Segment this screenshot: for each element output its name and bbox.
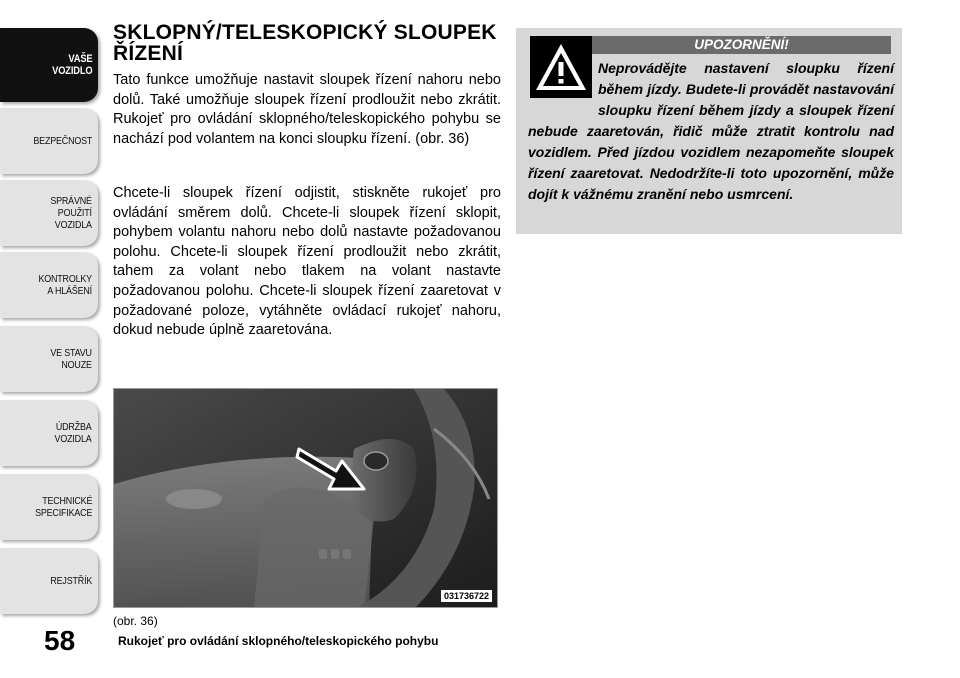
- tab-bezpecnost[interactable]: [0, 108, 98, 174]
- chapter-sidebar: [0, 0, 100, 600]
- tab-label: REJSTŘÍK: [50, 575, 92, 587]
- tab-label: SPRÁVNÉ POUŽITÍ VOZIDLA: [50, 195, 92, 231]
- body-paragraph-1: Tato funkce umožňuje nastavit sloupek řízení nahoru nebo dolů. Také umožňuje sloupek řízení prodloužit nebo zkrátit. Rukojeť pro ovládání sklopného/teleskopického pohybu se nachází pod volantem na konci sloupku řízení. (obr. 36): [113, 72, 501, 147]
- figure-code: 031736722: [441, 590, 492, 602]
- steering-column-photo: [113, 388, 498, 608]
- icon-spacer: [528, 58, 598, 102]
- tab-rejstrik[interactable]: [0, 548, 98, 614]
- page-number: 58: [44, 625, 76, 656]
- warning-text: Neprovádějte nastavení sloupku řízení během jízdy. Budete-li provádět nastavování sloupku řízení během jízdy a sloupek řízení nebude zaaretován, řidič může ztratit kontrolu nad vozidlem. Před jízdou vozidlem nezapomeňte sloupek řízení zaaretovat. Nedodržíte-li toto upozornění, může dojít k vážnému zranění nebo usmrcení.: [528, 60, 894, 202]
- body-paragraph-2: Chcete-li sloupek řízení odjistit, stiskněte rukojeť pro ovládání směrem dolů. Chcete-li sloupek řízení sklopit, pohybem volantu nahoru nebo dolů nastavte požadovanou polohu. Chcete-li sloupek řízení prodloužit nebo zkrátit, tahem za volant nebo tlakem na volant nastavte požadovanou polohu. Chcete-li sloupek řízení zaaretovat v požadované poloze, vytáhněte ovládací rukojeť nahoru, dokud nebude úplně zaaretována.: [113, 185, 501, 339]
- tab-kontrolky[interactable]: [0, 252, 98, 318]
- tab-label: KONTROLKY A HLÁŠENÍ: [38, 273, 92, 297]
- figure-caption: Rukojeť pro ovládání sklopného/teleskopického pohybu: [118, 634, 439, 648]
- tab-label: BEZPEČNOST: [33, 135, 92, 147]
- tab-spravne-pouziti[interactable]: [0, 180, 98, 246]
- warning-box: [516, 28, 902, 234]
- tab-label: VAŠE VOZIDLO: [51, 53, 92, 77]
- tab-udrzba[interactable]: [0, 400, 98, 466]
- warning-text-block: [528, 58, 894, 205]
- tab-ve-stavu-nouze[interactable]: [0, 326, 98, 392]
- figure-reference: (obr. 36): [113, 614, 158, 628]
- tab-label: TECHNICKÉ SPECIFIKACE: [34, 495, 92, 519]
- tab-label: ÚDRŽBA VOZIDLA: [54, 421, 92, 445]
- steering-column-illustration: [114, 389, 498, 608]
- tab-technicke-specifikace[interactable]: [0, 474, 98, 540]
- tab-label: VE STAVU NOUZE: [50, 347, 92, 371]
- tab-vase-vozidlo[interactable]: [0, 28, 98, 102]
- warning-title: UPOZORNĚNÍ!: [592, 36, 891, 54]
- section-title: SKLOPNÝ/TELESKOPICKÝ SLOUPEK ŘÍZENÍ: [113, 21, 497, 65]
